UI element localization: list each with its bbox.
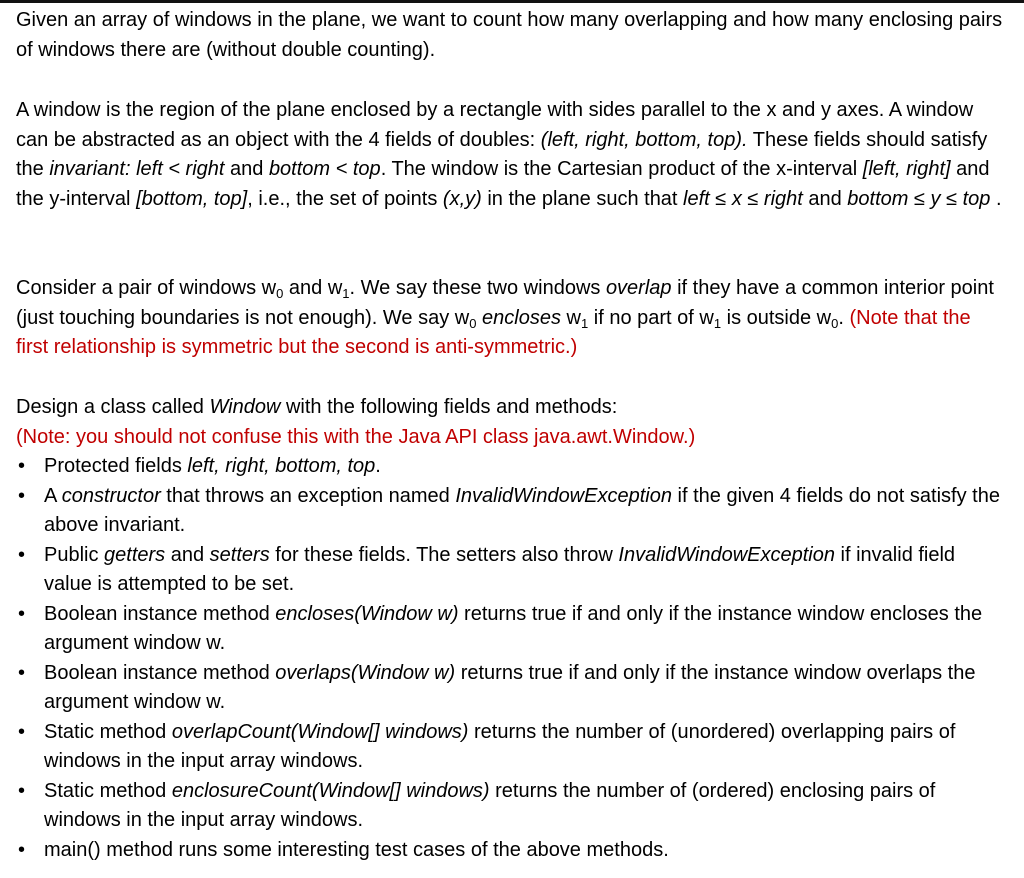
b1-b: . (375, 455, 381, 477)
b7-b: returns the number of (ordered) enclosing pairs of windows in the input array windows. (44, 779, 936, 831)
rel-s2: and w (283, 277, 343, 299)
list-item (16, 600, 1006, 659)
b4-sig: encloses(Window w) (275, 602, 459, 625)
def-bottom-top: bottom < top (268, 158, 381, 180)
intro-paragraph (16, 6, 1006, 65)
rel-sub-0b: 0 (469, 315, 477, 331)
def-s5: and the y-interval (16, 158, 990, 210)
b3-a: Public (44, 543, 105, 566)
design-s1: Design a class called (16, 396, 210, 418)
design-intro (16, 393, 1006, 423)
relations-paragraph (16, 274, 1006, 363)
rel-note: (Note that the first relationship is symmetric but the second is anti-symmetric.) (16, 306, 971, 358)
b2-ctor: constructor (61, 484, 161, 507)
b5-sig: overlaps(Window w) (275, 661, 456, 684)
b4-a: Boolean instance method (44, 602, 276, 625)
def-cond-x: left ≤ x ≤ right (683, 187, 803, 210)
rel-sub-1b: 1 (580, 315, 589, 331)
rel-sub-0: 0 (276, 286, 284, 301)
b2-a: A (44, 484, 62, 507)
rel-sub-0c: 0 (831, 315, 839, 331)
design-s2: with the following fields and methods: (280, 396, 618, 418)
b1-fields: left, right, bottom, top (187, 455, 376, 477)
b3-setters: setters (209, 543, 270, 566)
relations-text (16, 274, 1006, 363)
def-s8: and (802, 187, 848, 210)
cropped-top-text-edge (0, 0, 1024, 3)
def-s2: These fields should satisfy the (16, 128, 988, 180)
rel-s8: is outside w (721, 306, 832, 329)
b2-exc: InvalidWindowException (455, 484, 672, 507)
def-fields-tuple: (left, right, bottom, top). (540, 128, 748, 151)
def-s3: and (224, 158, 269, 180)
design-section (16, 393, 1006, 865)
list-item (16, 659, 1006, 718)
b6-b: returns the number of (unordered) overlapping pairs of windows in the input array windows. (44, 720, 956, 772)
b4-b: returns true if and only if the instance window encloses the argument window w. (44, 602, 983, 654)
def-s1: A window is the region of the plane enclosed by a rectangle with sides parallel to the x and y axes. A window can be abstracted as an object with the 4 fields of doubles: (16, 99, 974, 151)
b5-a: Boolean instance method (44, 661, 276, 684)
rel-s4: if they have a common interior point (just touching boundaries is not enough). We say w (16, 277, 994, 329)
b2-c: if the given 4 fields do not satisfy the above invariant. (44, 484, 1000, 536)
list-item (16, 482, 1006, 541)
rel-overlap: overlap (605, 277, 672, 299)
list-item (16, 541, 1006, 600)
b3-c: for these fields. The setters also throw (269, 543, 619, 566)
b8-a: main() method runs some interesting test cases of the above methods. (44, 838, 669, 861)
b7-a: Static method (44, 779, 172, 802)
rel-encloses: encloses (482, 306, 561, 329)
def-s6: , i.e., the set of points (247, 187, 443, 210)
def-s9: . (990, 187, 1002, 210)
def-y-interval: [bottom, top] (136, 187, 248, 210)
b6-sig: overlapCount(Window[] windows) (171, 720, 469, 743)
b3-exc: InvalidWindowException (618, 543, 835, 566)
def-cond-y: bottom ≤ y ≤ top (847, 187, 991, 210)
rel-s1: Consider a pair of windows w (16, 277, 277, 299)
definition-paragraph (16, 96, 1006, 214)
def-xy: (x,y) (442, 187, 482, 210)
b3-getters: getters (104, 543, 166, 566)
rel-s3: . We say these two windows (349, 277, 606, 299)
list-item (16, 836, 1006, 866)
b6-a: Static method (44, 720, 172, 743)
rel-s7: if no part of w (588, 306, 714, 329)
b5-b: returns true if and only if the instance window overlaps the argument window w. (44, 661, 976, 713)
definition-text (16, 96, 1006, 214)
list-item (16, 718, 1006, 777)
rel-sub-1: 1 (342, 286, 350, 301)
def-s7: in the plane such that (481, 187, 684, 210)
b2-b: that throws an exception named (160, 484, 456, 507)
def-x-interval: [left, right] (862, 158, 951, 180)
intro-text: Given an array of windows in the plane, we want to count how many overlapping and how many enclosing pairs of windows there are (without double counting). (16, 9, 1003, 61)
list-item (16, 777, 1006, 836)
rel-sub-1c: 1 (713, 315, 722, 331)
def-invariant: invariant: left < right (49, 158, 225, 180)
requirements-list (16, 452, 1006, 865)
rel-s6: w (560, 306, 581, 329)
design-note: (Note: you should not confuse this with the Java API class java.awt.Window.) (16, 425, 696, 448)
b7-sig: enclosureCount(Window[] windows) (171, 779, 490, 802)
design-class-name: Window (209, 396, 281, 418)
def-s4: . The window is the Cartesian product of the x-interval (380, 158, 863, 180)
b1-a: Protected fields (44, 455, 188, 477)
b3-b: and (165, 543, 210, 566)
rel-s9: . (838, 306, 850, 329)
list-item (16, 452, 1006, 482)
b3-d: if invalid field value is attempted to be set. (44, 543, 956, 595)
